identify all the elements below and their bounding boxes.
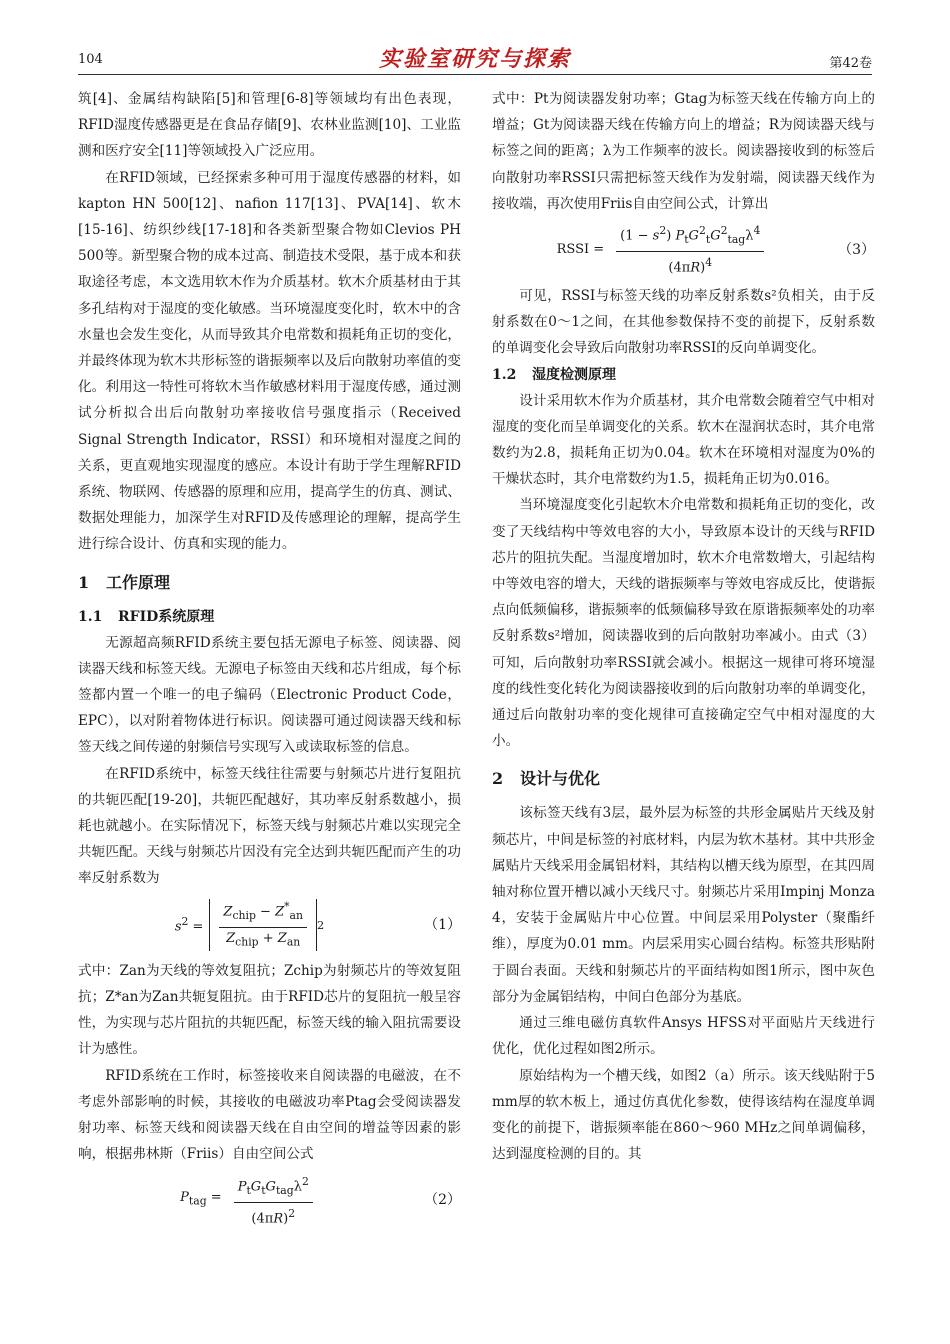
equation-label: （1）	[424, 916, 461, 933]
volume-label: 第42卷	[829, 56, 872, 71]
subsection-number: 1.1	[78, 608, 103, 625]
section-number: 1	[78, 572, 90, 592]
paragraph: 设计采用软木作为介质基材，其介电常数会随着空气中相对湿度的变化而呈单调变化的关系。软木在湿润状态时，其介电常数约为2.8，损耗角正切为0.04。软木在环境相对湿度为0%的干燥状态时，其介电常数约为1.5，损耗角正切为0.016。	[492, 392, 875, 488]
paragraph: 在RFID系统中，标签天线往往需要与射频芯片进行复阻抗的共轭匹配[19-20]，共轭匹配越好，其功率反射系数越小，损耗也就越小。在实际情况下，标签天线与射频芯片难以实现完全共轭匹配。天线与射频芯片因没有完全达到共轭匹配而产生的功率反射系数为	[78, 765, 461, 887]
paragraph: 该标签天线有3层，最外层为标签的共形金属贴片天线及射频芯片，中间是标签的衬底材料，内层为软木基材。其中共形金属贴片天线采用金属铝材料，其结构以槽天线为原型，在其四周轴对称位置开槽以减小天线尺寸。射频芯片采用Impinj Monza 4，安装于金属贴片中心位置。中间层采用Polyster（聚酯纤维），厚度为0.01 mm。内层采用实心圆台结构。标签共形贴附于圆台表面。天线和射频芯片的平面结构如图1所示，图中灰色部分为金属铝结构，中间白色部分为基底。	[492, 805, 875, 1005]
paragraph: 筑[4]、金属结构缺陷[5]和管理[6-8]等领域均有出色表现，RFID湿度传感器更是在食品存储[9]、农林业监测[10]、工业监测和医疗安全[11]等领域投入广泛应用。	[78, 91, 461, 160]
paragraph: 式中：Pt为阅读器发射功率；Gtag为标签天线在传输方向上的增益；Gt为阅读器天线在传输方向上的增益；R为阅读器天线与标签之间的距离；λ为工作频率的波长。阅读器接收到的标签后向散射功率RSSI只需把标签天线作为发射端，阅读器天线作为接收端，再次使用Friis自由空间公式，计算出	[492, 91, 875, 212]
subsection-heading-1-1	[78, 604, 461, 630]
section-number: 2	[492, 769, 504, 789]
journal-title: 实验室研究与探索	[378, 46, 571, 72]
subsection-heading-1-2	[492, 362, 875, 388]
equation-label: （2）	[424, 1192, 461, 1209]
equation-2: $P_{tag}$ = $\frac{P_tG_tG_{tag}\lambda^2}{(4\pi R)^2}$ （2）	[78, 1171, 461, 1229]
equation-1: $s^2$ = $\frac{Z_{chip} - Z^*_{an}}{Z_{chip} + Z_{an}}$ 2 （1）	[78, 896, 461, 954]
paragraph: 无源超高频RFID系统主要包括无源电子标签、阅读器、阅读器天线和标签天线。无源电子标签由天线和芯片组成，每个标签都内置一个唯一的电子编码（Electronic Product Code，EPC），以对附着物体进行标识。阅读器可通过阅读器天线和标签天线之间传递的射频信号实现写入或读取标签的信息。	[78, 634, 461, 756]
page-header	[78, 40, 872, 76]
paragraph: 原始结构为一个槽天线，如图2（a）所示。该天线贴附于5 mm厚的软木板上，通过仿真优化参数，使得该结构在湿度单调变化的前提下，谐振频率能在860～960 MHz之间单调偏移，达到湿度检测的目的。其	[492, 1067, 875, 1163]
paragraph: 式中：Zan为天线的等效复阻抗；Zchip为射频芯片的等效复阻抗；Z*an为Zan共轭复阻抗。由于RFID芯片的复阻抗一般呈容性，为实现与芯片阻抗的共轭匹配，标签天线的输入阻抗需要设计为感性。	[78, 962, 461, 1058]
section-heading-2	[492, 766, 875, 792]
header-rule	[78, 74, 872, 75]
subsection-number: 1.2	[492, 366, 517, 383]
paragraph: 可见，RSSI与标签天线的功率反射系数s²负相关，由于反射系数在0～1之间，在其他参数保持不变的前提下，反射系数的单调变化会导致后向散射功率RSSI的反向单调变化。	[492, 288, 875, 357]
section-title: 工作原理	[106, 572, 171, 592]
equation-label: （3）	[838, 242, 875, 259]
subsection-title: 湿度检测原理	[532, 366, 616, 383]
paragraph: 通过三维电磁仿真软件Ansys HFSS对平面贴片天线进行优化，优化过程如图2所示。	[492, 1015, 875, 1058]
paragraph: 在RFID领域，已经探索多种可用于湿度传感器的材料，如kapton HN 500[12]、nafion 117[13]、PVA[14]、软木[15-16]、纺织纱线[17-18]和各类新型聚合物如Clevios PH 500等。新型聚合物的成本过高、制造技术受限，基于成本和获取途径考虑，本文选用软木作为介质基材。软木介质基材由于其多孔结构对于湿度的变化敏感。当环境湿度变化时，软木中的含水量也会发生变化，从而导致其介电常数和损耗角正切的变化，并最终体现为软木共形标签的谐振频率以及后向散射功率值的变化。利用这一特性可将软木当作敏感材料用于湿度传感，通过测试分析拟合出后向散射功率接收信号强度指示（Received Signal Strength Indicator，RSSI）和环境相对湿度之间的关系，更直观地实现湿度的感应。本设计有助于学生理解RFID系统、物联网、传感器的原理和应用，提高学生的仿真、测试、数据处理能力，加深学生对RFID及传感理论的理解，提高学生进行综合设计、仿真和实现的能力。	[78, 169, 461, 553]
section-heading-1	[78, 570, 461, 596]
paragraph: 当环境湿度变化引起软木介电常数和损耗角正切的变化，改变了天线结构中等效电容的大小，导致原本设计的天线与RFID芯片的阻抗失配。当湿度增加时，软木介电常数增大，引起结构中等效电容的增大，天线的谐振频率与等效电容成反比，使谐振点向低频偏移，谐振频率的低频偏移导致在原谐振频率处的功率反射系数s²增加，阅读器收到的后向散射功率减小。由式（3）可知，后向散射功率RSSI就会减小。根据这一规律可将环境湿度的线性变化转化为阅读器接收到的后向散射功率的单调变化，通过后向散射功率的变化规律可直接确定空气中相对湿度的大小。	[492, 497, 875, 750]
equation-3: RSSI = $\frac{(1 - s^2) P_tG^2_tG^2_{tag}\lambda^4}{(4\pi R)^4}$ （3）	[492, 221, 875, 279]
subsection-title: RFID系统原理	[118, 608, 215, 625]
paragraph: RFID系统在工作时，标签接收来自阅读器的电磁波，在不考虑外部影响的时候，其接收的电磁波功率Ptag会受阅读器发射功率、标签天线和阅读器天线在自由空间的增益等因素的影响，根据弗林斯（Friis）自由空间公式	[78, 1067, 461, 1163]
right-column	[492, 86, 875, 1167]
page-number: 104	[78, 52, 103, 67]
section-title: 设计与优化	[520, 769, 601, 789]
left-column	[78, 86, 461, 1233]
